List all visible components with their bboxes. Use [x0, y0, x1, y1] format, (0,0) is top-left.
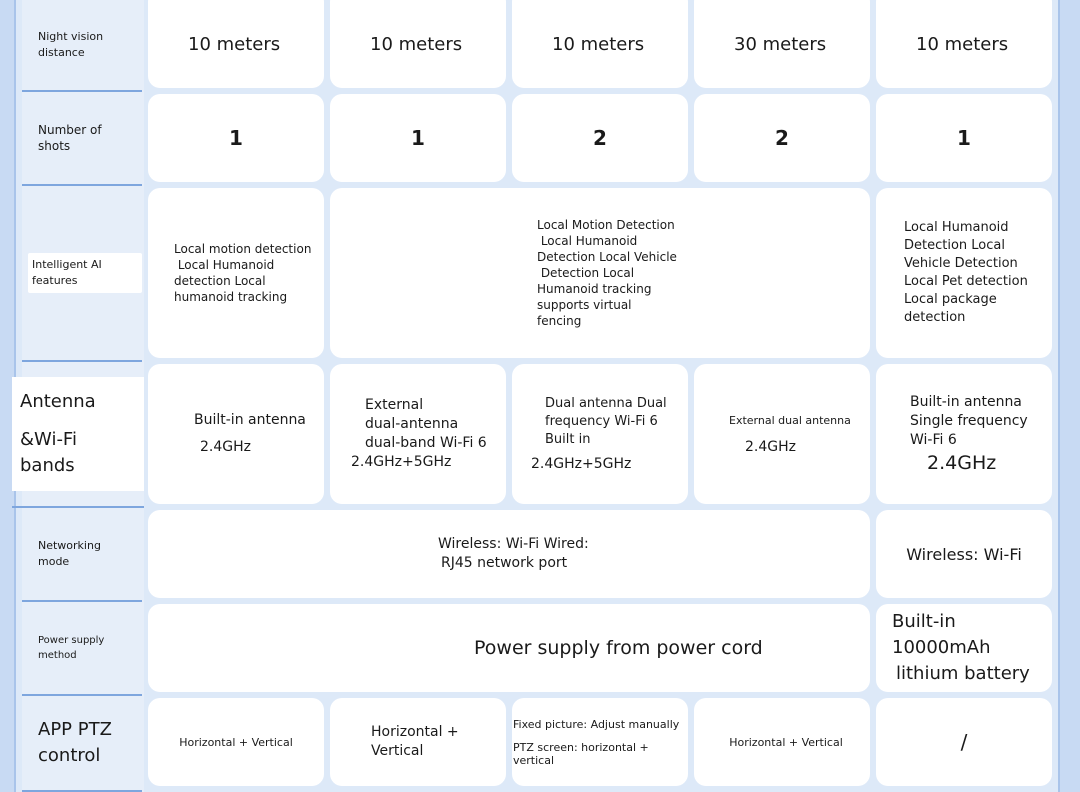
- ai-features-cell: [876, 188, 1052, 358]
- ai-feature-line: Vehicle Detection: [904, 256, 1018, 271]
- power-cell: [876, 604, 1052, 692]
- right-frame-border: [1058, 0, 1080, 792]
- ai-feature-line: Local Pet detection: [904, 274, 1028, 289]
- antenna-type: Built-in antenna: [194, 412, 306, 428]
- ptz-cell: [330, 698, 506, 786]
- ai-feature-line: Detection Local: [904, 238, 1005, 253]
- antenna-type: frequency Wi-Fi 6: [545, 414, 658, 429]
- ai-features-list: [904, 219, 1028, 327]
- ai-feature-line: Local motion detection: [174, 242, 312, 256]
- antenna-cell: [330, 364, 506, 504]
- shots-cell: [512, 94, 688, 182]
- ptz-label-line1: APP PTZ: [38, 719, 112, 740]
- row-label-ai: [22, 186, 142, 362]
- night-vision-value: 10 meters: [370, 33, 463, 55]
- night-vision-value: 10 meters: [188, 33, 281, 55]
- ptz-label-box: [38, 717, 112, 769]
- night-vision-label-text: Night vision distance: [38, 30, 104, 59]
- night-vision-cell: [512, 0, 688, 88]
- row-label-network: [22, 508, 142, 602]
- ptz-value: Horizontal + Vertical: [729, 735, 843, 749]
- shots-value: 1: [411, 126, 425, 150]
- row-label-night-vision: [22, 0, 142, 92]
- night-vision-cell: [148, 0, 324, 88]
- ai-feature-line: supports virtual: [537, 298, 632, 312]
- antenna-label-line2: &Wi-Fi bands: [16, 421, 130, 485]
- ptz-value: Vertical: [371, 743, 424, 759]
- power-info: [892, 609, 1052, 687]
- shots-label-text: Number of shots: [38, 123, 102, 153]
- networking-line: RJ45 network port: [441, 555, 568, 571]
- ptz-value: PTZ screen: horizontal + vertical: [513, 740, 649, 767]
- ai-features-list: [174, 241, 311, 305]
- night-vision-value: 30 meters: [734, 33, 827, 55]
- antenna-info: [729, 413, 851, 455]
- antenna-type: dual-antenna: [365, 416, 459, 432]
- antenna-type: Built in: [545, 432, 591, 447]
- antenna-cell: [876, 364, 1052, 504]
- wifi-band: 2.4GHz+5GHz: [531, 456, 632, 472]
- shots-cell: [694, 94, 870, 182]
- power-supply-text: Power supply from power cord: [474, 637, 763, 659]
- antenna-type: Dual antenna Dual: [545, 396, 667, 411]
- ai-label-text: Intelligent AI features: [28, 253, 142, 293]
- wifi-band: 2.4GHz: [200, 439, 251, 455]
- antenna-info: [351, 396, 487, 472]
- wifi-band: 2.4GHz+5GHz: [351, 454, 452, 470]
- networking-line: Wireless: Wi-Fi: [906, 544, 1022, 564]
- ai-feature-line: Local Humanoid: [537, 234, 638, 248]
- shots-cell: [330, 94, 506, 182]
- shots-value: 1: [957, 126, 971, 150]
- shots-value: 2: [593, 126, 607, 150]
- ptz-info: [371, 723, 459, 761]
- antenna-type: External: [365, 397, 424, 413]
- power-supply-text: lithium battery: [896, 663, 1030, 684]
- antenna-label-box: [12, 377, 144, 491]
- antenna-type: Built-in antenna: [910, 393, 1022, 410]
- ai-feature-line: Detection Local Vehicle: [537, 250, 677, 264]
- ai-feature-line: fencing: [537, 314, 582, 328]
- night-vision-value: 10 meters: [552, 33, 645, 55]
- night-vision-cell: [330, 0, 506, 88]
- antenna-cell: [694, 364, 870, 504]
- antenna-type: External dual antenna: [729, 414, 851, 427]
- shots-cell: [876, 94, 1052, 182]
- ai-feature-line: Local package: [904, 292, 997, 307]
- night-vision-cell: [876, 0, 1052, 88]
- networking-line: Wireless: Wi-Fi Wired:: [438, 536, 589, 552]
- ptz-cell: [694, 698, 870, 786]
- ai-feature-line: detection Local: [174, 274, 266, 288]
- ai-feature-line: Local Humanoid: [174, 258, 275, 272]
- ai-feature-line: Local Humanoid: [904, 220, 1009, 235]
- antenna-cell: [512, 364, 688, 504]
- ai-feature-line: detection: [904, 310, 966, 325]
- ptz-cell: [876, 698, 1052, 786]
- wifi-band: 2.4GHz: [927, 451, 997, 474]
- label-column: [22, 0, 144, 792]
- night-vision-value: 10 meters: [916, 33, 1009, 55]
- ptz-value: Fixed picture: Adjust manually: [513, 717, 680, 731]
- row-label-shots: [22, 92, 142, 186]
- antenna-type: Wi-Fi 6: [910, 431, 957, 448]
- networking-cell: [876, 510, 1052, 598]
- antenna-info: [910, 393, 1028, 476]
- ai-feature-line: humanoid tracking: [174, 290, 288, 304]
- antenna-cell: [148, 364, 324, 504]
- shots-cell: [148, 94, 324, 182]
- network-label-text: Networking mode: [38, 539, 101, 568]
- ptz-info: [513, 718, 688, 767]
- networking-info: [438, 535, 589, 573]
- row-label-power: [22, 602, 142, 696]
- ptz-cell: [148, 698, 324, 786]
- ptz-value: /: [960, 730, 968, 754]
- power-cell-merged: [148, 604, 870, 692]
- ptz-label-line2: control: [38, 745, 101, 766]
- antenna-info: [531, 395, 667, 473]
- power-supply-text: Built-in 10000mAh: [892, 611, 991, 658]
- ptz-value: Horizontal + Vertical: [179, 735, 293, 749]
- ai-feature-line: Detection Local: [537, 266, 635, 280]
- ai-feature-line: Humanoid tracking: [537, 282, 652, 296]
- shots-value: 2: [775, 126, 789, 150]
- power-label-text: Power supply method: [38, 635, 105, 661]
- antenna-label-line1: Antenna: [16, 383, 110, 421]
- ai-feature-line: Local Motion Detection: [537, 218, 675, 232]
- row-label-antenna: [12, 362, 144, 508]
- networking-cell-merged: [148, 510, 870, 598]
- ptz-value: Horizontal +: [371, 724, 459, 740]
- antenna-info: [194, 411, 306, 457]
- row-label-ptz: [22, 696, 142, 792]
- ai-features-cell-merged: [330, 188, 870, 358]
- ai-features-list: [537, 217, 677, 329]
- antenna-type: dual-band Wi-Fi 6: [365, 435, 487, 451]
- wifi-band: 2.4GHz: [745, 439, 796, 455]
- shots-value: 1: [229, 126, 243, 150]
- antenna-type: Single frequency: [910, 412, 1028, 429]
- ptz-cell: [512, 698, 688, 786]
- night-vision-cell: [694, 0, 870, 88]
- ai-features-cell: [148, 188, 324, 358]
